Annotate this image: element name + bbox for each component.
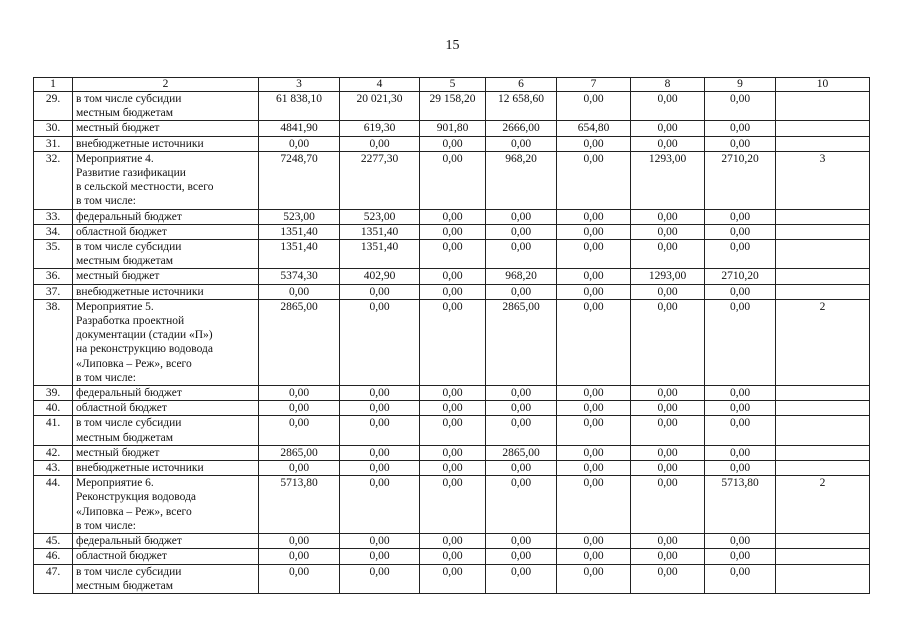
value-cell-col-3: 523,00 xyxy=(259,209,340,224)
value-cell-col-7: 0,00 xyxy=(557,284,631,299)
row-name-line: на реконструкцию водовода xyxy=(76,343,213,356)
value-cell-col-9: 0,00 xyxy=(705,386,776,401)
value-cell-col-3: 1351,40 xyxy=(259,224,340,239)
value-cell-col-10 xyxy=(776,224,870,239)
row-name-cell xyxy=(73,121,259,136)
value-cell-col-6: 0,00 xyxy=(486,136,557,151)
row-number: 44. xyxy=(34,476,73,534)
value-cell-col-10: 2 xyxy=(776,476,870,534)
value-cell-col-7: 0,00 xyxy=(557,445,631,460)
row-name-cell xyxy=(73,209,259,224)
row-name-line: в том числе: xyxy=(76,371,136,384)
value-cell-col-7: 0,00 xyxy=(557,224,631,239)
value-cell-col-4: 619,30 xyxy=(340,121,420,136)
value-cell-col-9: 0,00 xyxy=(705,136,776,151)
row-name-line: в том числе субсидии xyxy=(76,417,182,430)
row-number: 29. xyxy=(34,92,73,121)
row-name-cell xyxy=(73,269,259,284)
value-cell-col-10 xyxy=(776,121,870,136)
row-name-cell xyxy=(73,151,259,209)
value-cell-col-6: 0,00 xyxy=(486,209,557,224)
row-name-cell xyxy=(73,386,259,401)
value-cell-col-9: 0,00 xyxy=(705,224,776,239)
value-cell-col-3: 0,00 xyxy=(259,401,340,416)
value-cell-col-5: 0,00 xyxy=(420,461,486,476)
row-name-cell xyxy=(73,476,259,534)
page-number: 15 xyxy=(445,38,460,53)
value-cell-col-5: 0,00 xyxy=(420,209,486,224)
value-cell-col-7: 0,00 xyxy=(557,401,631,416)
value-cell-col-5: 0,00 xyxy=(420,151,486,209)
value-cell-col-4: 0,00 xyxy=(340,564,420,593)
row-number: 37. xyxy=(34,284,73,299)
value-cell-col-8: 0,00 xyxy=(631,549,705,564)
value-cell-col-7: 0,00 xyxy=(557,476,631,534)
row-name-line: Мероприятие 5. xyxy=(76,300,154,313)
row-name-cell xyxy=(73,461,259,476)
row-name-line: внебюджетные источники xyxy=(76,462,204,475)
value-cell-col-7: 0,00 xyxy=(557,564,631,593)
value-cell-col-6: 0,00 xyxy=(486,549,557,564)
value-cell-col-8: 0,00 xyxy=(631,224,705,239)
value-cell-col-3: 5713,80 xyxy=(259,476,340,534)
value-cell-col-4: 1351,40 xyxy=(340,224,420,239)
value-cell-col-6: 2666,00 xyxy=(486,121,557,136)
row-name-line: местным бюджетам xyxy=(76,431,173,444)
table-row xyxy=(34,476,870,534)
value-cell-col-5: 0,00 xyxy=(420,299,486,385)
value-cell-col-6: 0,00 xyxy=(486,564,557,593)
value-cell-col-7: 0,00 xyxy=(557,534,631,549)
value-cell-col-6: 0,00 xyxy=(486,476,557,534)
value-cell-col-6: 2865,00 xyxy=(486,445,557,460)
value-cell-col-4: 523,00 xyxy=(340,209,420,224)
value-cell-col-9: 0,00 xyxy=(705,284,776,299)
value-cell-col-8: 0,00 xyxy=(631,564,705,593)
value-cell-col-6: 2865,00 xyxy=(486,299,557,385)
table-row xyxy=(34,564,870,593)
value-cell-col-4: 0,00 xyxy=(340,401,420,416)
row-number: 41. xyxy=(34,416,73,445)
value-cell-col-3: 0,00 xyxy=(259,284,340,299)
table-row xyxy=(34,299,870,385)
value-cell-col-3: 0,00 xyxy=(259,534,340,549)
value-cell-col-9: 2710,20 xyxy=(705,151,776,209)
value-cell-col-4: 0,00 xyxy=(340,299,420,385)
value-cell-col-5: 0,00 xyxy=(420,549,486,564)
row-name-cell xyxy=(73,534,259,549)
value-cell-col-9: 0,00 xyxy=(705,401,776,416)
value-cell-col-4: 20 021,30 xyxy=(340,92,420,121)
value-cell-col-9: 2710,20 xyxy=(705,269,776,284)
column-header-7: 7 xyxy=(557,78,631,92)
row-name-line: в том числе субсидии xyxy=(76,93,182,105)
value-cell-col-10 xyxy=(776,461,870,476)
value-cell-col-9: 0,00 xyxy=(705,92,776,121)
value-cell-col-3: 61 838,10 xyxy=(259,92,340,121)
value-cell-col-5: 0,00 xyxy=(420,224,486,239)
value-cell-col-3: 0,00 xyxy=(259,386,340,401)
row-name-cell xyxy=(73,299,259,385)
value-cell-col-9: 0,00 xyxy=(705,445,776,460)
value-cell-col-9: 0,00 xyxy=(705,416,776,445)
row-number: 33. xyxy=(34,209,73,224)
value-cell-col-4: 0,00 xyxy=(340,136,420,151)
column-header-10: 10 xyxy=(776,78,870,92)
value-cell-col-6: 0,00 xyxy=(486,386,557,401)
value-cell-col-8: 1293,00 xyxy=(631,269,705,284)
row-name-line: в том числе: xyxy=(76,519,136,532)
value-cell-col-5: 0,00 xyxy=(420,136,486,151)
value-cell-col-4: 0,00 xyxy=(340,445,420,460)
value-cell-col-8: 0,00 xyxy=(631,209,705,224)
value-cell-col-9: 0,00 xyxy=(705,461,776,476)
table-row xyxy=(34,240,870,269)
table-row xyxy=(34,401,870,416)
value-cell-col-9: 0,00 xyxy=(705,549,776,564)
row-number: 46. xyxy=(34,549,73,564)
value-cell-col-10 xyxy=(776,209,870,224)
value-cell-col-9: 0,00 xyxy=(705,299,776,385)
row-name-line: Реконструкция водовода xyxy=(76,491,197,504)
value-cell-col-10 xyxy=(776,445,870,460)
value-cell-col-3: 0,00 xyxy=(259,136,340,151)
column-header-4: 4 xyxy=(340,78,420,92)
value-cell-col-7: 0,00 xyxy=(557,461,631,476)
row-name-line: местным бюджетам xyxy=(76,579,173,592)
value-cell-col-6: 0,00 xyxy=(486,240,557,269)
row-name-cell xyxy=(73,401,259,416)
column-header-6: 6 xyxy=(486,78,557,92)
value-cell-col-4: 0,00 xyxy=(340,284,420,299)
row-name-line: «Липовка – Реж», всего xyxy=(76,505,192,518)
row-name-line: местным бюджетам xyxy=(76,107,173,120)
row-name-line: документации (стадии «П») xyxy=(76,329,213,342)
row-name-line: в том числе субсидии xyxy=(76,565,182,578)
row-number: 35. xyxy=(34,240,73,269)
row-name-line: в сельской местности, всего xyxy=(76,181,214,194)
value-cell-col-5: 0,00 xyxy=(420,476,486,534)
row-name-line: областной бюджет xyxy=(76,550,167,563)
value-cell-col-7: 0,00 xyxy=(557,549,631,564)
row-number: 30. xyxy=(34,121,73,136)
value-cell-col-8: 0,00 xyxy=(631,121,705,136)
column-header-8: 8 xyxy=(631,78,705,92)
value-cell-col-8: 0,00 xyxy=(631,136,705,151)
value-cell-col-9: 0,00 xyxy=(705,534,776,549)
row-number: 45. xyxy=(34,534,73,549)
row-number: 40. xyxy=(34,401,73,416)
value-cell-col-7: 0,00 xyxy=(557,209,631,224)
value-cell-col-3: 1351,40 xyxy=(259,240,340,269)
value-cell-col-3: 0,00 xyxy=(259,549,340,564)
row-number: 47. xyxy=(34,564,73,593)
value-cell-col-3: 5374,30 xyxy=(259,269,340,284)
value-cell-col-9: 0,00 xyxy=(705,209,776,224)
value-cell-col-9: 0,00 xyxy=(705,564,776,593)
value-cell-col-8: 0,00 xyxy=(631,386,705,401)
table-row xyxy=(34,269,870,284)
column-header-3: 3 xyxy=(259,78,340,92)
row-name-cell xyxy=(73,92,259,121)
row-number: 38. xyxy=(34,299,73,385)
value-cell-col-10 xyxy=(776,549,870,564)
row-name-line: внебюджетные источники xyxy=(76,285,204,298)
value-cell-col-5: 0,00 xyxy=(420,401,486,416)
value-cell-col-10 xyxy=(776,564,870,593)
value-cell-col-8: 0,00 xyxy=(631,534,705,549)
table-row xyxy=(34,136,870,151)
value-cell-col-8: 0,00 xyxy=(631,445,705,460)
value-cell-col-7: 0,00 xyxy=(557,151,631,209)
value-cell-col-6: 0,00 xyxy=(486,284,557,299)
value-cell-col-10 xyxy=(776,416,870,445)
value-cell-col-7: 0,00 xyxy=(557,269,631,284)
table-row xyxy=(34,209,870,224)
row-name-line: федеральный бюджет xyxy=(76,535,182,548)
value-cell-col-4: 1351,40 xyxy=(340,240,420,269)
value-cell-col-6: 0,00 xyxy=(486,224,557,239)
value-cell-col-7: 0,00 xyxy=(557,416,631,445)
value-cell-col-7: 0,00 xyxy=(557,299,631,385)
table-row xyxy=(34,224,870,239)
value-cell-col-8: 0,00 xyxy=(631,476,705,534)
table-header-row xyxy=(34,78,870,92)
row-number: 42. xyxy=(34,445,73,460)
value-cell-col-6: 0,00 xyxy=(486,534,557,549)
row-name-cell xyxy=(73,284,259,299)
table-body xyxy=(34,92,870,594)
value-cell-col-10 xyxy=(776,401,870,416)
value-cell-col-6: 0,00 xyxy=(486,416,557,445)
value-cell-col-10 xyxy=(776,136,870,151)
column-header-2: 2 xyxy=(73,78,259,92)
value-cell-col-5: 0,00 xyxy=(420,564,486,593)
value-cell-col-5: 29 158,20 xyxy=(420,92,486,121)
value-cell-col-9: 0,00 xyxy=(705,121,776,136)
value-cell-col-4: 0,00 xyxy=(340,534,420,549)
value-cell-col-7: 654,80 xyxy=(557,121,631,136)
row-name-line: «Липовка – Реж», всего xyxy=(76,357,192,370)
value-cell-col-6: 968,20 xyxy=(486,151,557,209)
column-header-1: 1 xyxy=(34,78,73,92)
row-name-line: Мероприятие 4. xyxy=(76,152,154,165)
table-row xyxy=(34,445,870,460)
value-cell-col-8: 0,00 xyxy=(631,299,705,385)
row-name-cell xyxy=(73,445,259,460)
column-header-9: 9 xyxy=(705,78,776,92)
value-cell-col-5: 0,00 xyxy=(420,445,486,460)
table-row xyxy=(34,534,870,549)
table-row xyxy=(34,284,870,299)
row-name-line: федеральный бюджет xyxy=(76,210,182,223)
row-name-line: областной бюджет xyxy=(76,402,167,415)
value-cell-col-10 xyxy=(776,386,870,401)
table-row xyxy=(34,461,870,476)
value-cell-col-5: 0,00 xyxy=(420,284,486,299)
value-cell-col-7: 0,00 xyxy=(557,240,631,269)
value-cell-col-10 xyxy=(776,534,870,549)
value-cell-col-4: 402,90 xyxy=(340,269,420,284)
row-name-line: местный бюджет xyxy=(76,446,160,459)
value-cell-col-3: 0,00 xyxy=(259,564,340,593)
value-cell-col-3: 2865,00 xyxy=(259,299,340,385)
value-cell-col-7: 0,00 xyxy=(557,92,631,121)
value-cell-col-8: 0,00 xyxy=(631,416,705,445)
value-cell-col-8: 1293,00 xyxy=(631,151,705,209)
table-row xyxy=(34,92,870,121)
value-cell-col-3: 0,00 xyxy=(259,461,340,476)
value-cell-col-3: 0,00 xyxy=(259,416,340,445)
column-header-5: 5 xyxy=(420,78,486,92)
value-cell-col-6: 0,00 xyxy=(486,461,557,476)
row-name-cell xyxy=(73,224,259,239)
value-cell-col-3: 7248,70 xyxy=(259,151,340,209)
value-cell-col-8: 0,00 xyxy=(631,284,705,299)
row-name-cell xyxy=(73,136,259,151)
row-name-line: Разработка проектной xyxy=(76,315,185,328)
row-name-line: в том числе субсидии xyxy=(76,241,182,254)
table-row xyxy=(34,549,870,564)
row-name-line: в том числе: xyxy=(76,195,136,208)
row-name-line: федеральный бюджет xyxy=(76,387,182,400)
row-name-cell xyxy=(73,240,259,269)
row-name-line: Развитие газификации xyxy=(76,167,186,180)
value-cell-col-8: 0,00 xyxy=(631,92,705,121)
row-name-line: местным бюджетам xyxy=(76,255,173,268)
value-cell-col-5: 0,00 xyxy=(420,534,486,549)
value-cell-col-6: 0,00 xyxy=(486,401,557,416)
row-number: 32. xyxy=(34,151,73,209)
row-name-line: местный бюджет xyxy=(76,122,160,135)
value-cell-col-6: 968,20 xyxy=(486,269,557,284)
budget-table xyxy=(33,77,870,594)
value-cell-col-9: 5713,80 xyxy=(705,476,776,534)
value-cell-col-8: 0,00 xyxy=(631,401,705,416)
value-cell-col-5: 0,00 xyxy=(420,240,486,269)
value-cell-col-7: 0,00 xyxy=(557,386,631,401)
row-name-line: Мероприятие 6. xyxy=(76,477,154,490)
value-cell-col-10 xyxy=(776,240,870,269)
value-cell-col-10: 2 xyxy=(776,299,870,385)
value-cell-col-7: 0,00 xyxy=(557,136,631,151)
row-name-line: местный бюджет xyxy=(76,270,160,283)
value-cell-col-5: 0,00 xyxy=(420,416,486,445)
value-cell-col-4: 0,00 xyxy=(340,549,420,564)
value-cell-col-4: 0,00 xyxy=(340,461,420,476)
row-number: 39. xyxy=(34,386,73,401)
row-number: 34. xyxy=(34,224,73,239)
row-name-line: областной бюджет xyxy=(76,225,167,238)
value-cell-col-9: 0,00 xyxy=(705,240,776,269)
value-cell-col-8: 0,00 xyxy=(631,240,705,269)
value-cell-col-5: 0,00 xyxy=(420,386,486,401)
value-cell-col-3: 2865,00 xyxy=(259,445,340,460)
value-cell-col-4: 0,00 xyxy=(340,416,420,445)
table-row xyxy=(34,121,870,136)
row-name-cell xyxy=(73,416,259,445)
table-row xyxy=(34,151,870,209)
value-cell-col-6: 12 658,60 xyxy=(486,92,557,121)
value-cell-col-4: 0,00 xyxy=(340,476,420,534)
value-cell-col-10 xyxy=(776,284,870,299)
value-cell-col-3: 4841,90 xyxy=(259,121,340,136)
row-number: 36. xyxy=(34,269,73,284)
value-cell-col-10: 3 xyxy=(776,151,870,209)
value-cell-col-4: 0,00 xyxy=(340,386,420,401)
table-row xyxy=(34,386,870,401)
row-number: 43. xyxy=(34,461,73,476)
row-name-cell xyxy=(73,549,259,564)
value-cell-col-4: 2277,30 xyxy=(340,151,420,209)
table-row xyxy=(34,416,870,445)
value-cell-col-10 xyxy=(776,92,870,121)
value-cell-col-5: 0,00 xyxy=(420,269,486,284)
value-cell-col-8: 0,00 xyxy=(631,461,705,476)
row-name-line: внебюджетные источники xyxy=(76,137,204,150)
row-number: 31. xyxy=(34,136,73,151)
row-name-cell xyxy=(73,564,259,593)
value-cell-col-5: 901,80 xyxy=(420,121,486,136)
value-cell-col-10 xyxy=(776,269,870,284)
